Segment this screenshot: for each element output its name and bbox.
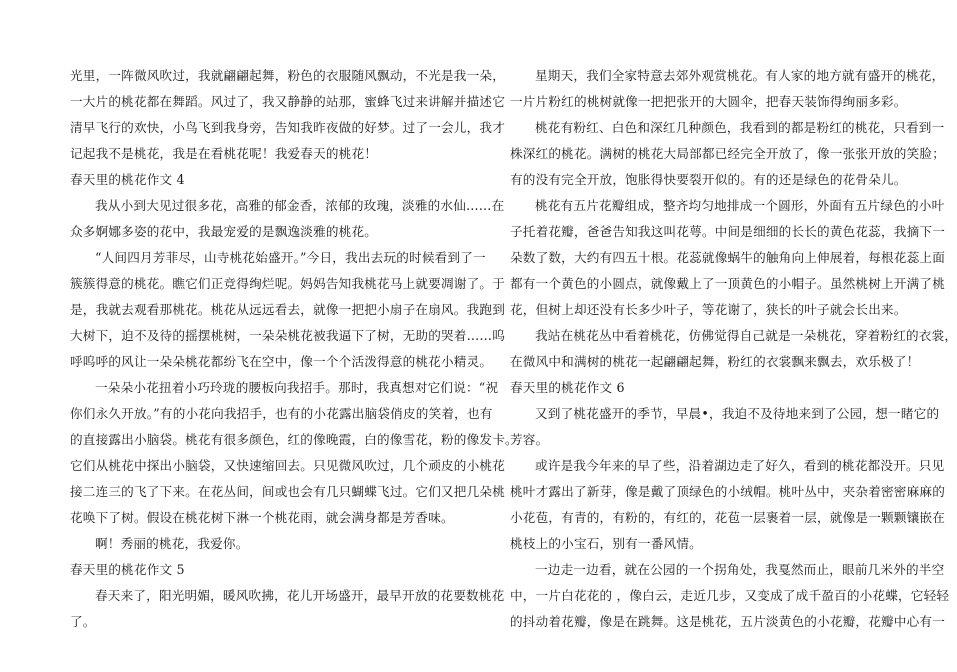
right-text-line: 桃花有五片花瓣组成，整齐均匀地排成一个圆形，外面有五片绿色的小叶	[535, 198, 945, 213]
section-heading: 春天里的桃花作文 6	[510, 380, 625, 395]
left-text-line: 我从小到大见过很多花，高雅的郁金香，浓郁的玫瑰，淡雅的水仙……在	[95, 198, 505, 213]
right-text-line: 花，但树上却还没有长多少叶子，等花谢了，狭长的叶子就会长出来。	[510, 302, 907, 317]
right-text-line: 子托着花瓣，爸爸告知我这叫花萼。中间是细细的长长的黄色花蕊，我摘下一	[510, 224, 945, 239]
right-text-line: 芳容。	[510, 432, 549, 447]
left-text-line: 大树下，迫不及待的摇摆桃树，一朵朵桃花被我逼下了树，无助的哭着……呜	[70, 328, 505, 343]
left-text-line: 一大片的桃花都在舞蹈。风过了，我又静静的站那，蜜蜂飞过来讲解并描述它	[70, 94, 505, 109]
left-text-line: 了。	[70, 614, 96, 629]
left-text-line: 清早飞行的欢快，小鸟飞到我身旁，告知我昨夜做的好梦。过了一会儿，我才	[70, 120, 505, 135]
left-text-line: 簇簇得意的桃花。瞧它们正竞得绚烂呢。妈妈告知我桃花马上就要凋谢了。于	[70, 276, 505, 291]
left-text-line: 记起我不是桃花，我是在看桃花呢！我爱春天的桃花！	[70, 146, 378, 161]
right-text-line: 株深红的桃花。满树的桃花大局部都已经完全开放了，像一张张开放的笑脸；	[510, 146, 945, 161]
left-text-line: 它们从桃花中探出小脑袋，又快速缩回去。只见微风吹过，几个顽皮的小桃花	[70, 458, 505, 473]
right-text-line: 在微风中和满树的桃花一起翩翩起舞，粉红的衣裳飘来飘去，欢乐极了！	[510, 354, 920, 369]
left-text-line: 一朵朵小花扭着小巧玲珑的腰板向我招手。那时，我真想对它们说：“祝	[95, 380, 499, 395]
left-text-line: 你们永久开放。”有的小花向我招手，也有的小花露出脑袋俏皮的笑着，也有	[70, 406, 493, 421]
left-text-line: 啊！秀丽的桃花，我爱你。	[95, 536, 249, 551]
right-column	[510, 63, 957, 635]
right-text-line: 一片片粉红的桃树就像一把把张开的大圆伞，把春天装饰得绚丽多彩。	[510, 94, 907, 109]
left-text-line: “人间四月芳菲尽，山寺桃花始盛开。”今日，我出去玩的时候看到了一	[95, 250, 486, 265]
right-text-line: 中，一片白花花的 ，像白云，走近几步，又变成了成千盈百的小花蝶，它轻轻	[510, 588, 950, 603]
right-text-line: 一边走一边看，就在公园的一个拐角处，我戛然而止，眼前几米外的半空	[535, 562, 945, 577]
right-text-line: 小花苞，有青的，有粉的，有红的，花苞一层裹着一层，就像是一颗颗镶嵌在	[510, 510, 945, 525]
section-heading: 春天里的桃花作文 4	[70, 172, 185, 187]
right-text-line: 或许是我今年来的早了些，沿着湖边走了好久，看到的桃花都没开。只见	[535, 458, 945, 473]
right-text-line: 又到了桃花盛开的季节，早晨•，我迫不及待地来到了公园，想一睹它的	[535, 406, 940, 421]
left-text-line: 光里，一阵微风吹过，我就翩翩起舞，粉色的衣服随风飘动，不光是我一朵，	[70, 68, 505, 83]
right-text-line: 星期天，我们全家特意去郊外观赏桃花。有人家的地方就有盛开的桃花，	[535, 68, 945, 83]
right-text-line: 桃枝上的小宝石，别有一番风情。	[510, 536, 702, 551]
right-text-line: 桃花有粉红、白色和深红几种颜色，我看到的都是粉红的桃花，只看到一	[535, 120, 945, 135]
left-text-line: 春天来了，阳光明媚，暖风吹拂，花儿开场盛开，最早开放的花要数桃花	[95, 588, 505, 603]
left-text-line: 花唤下了树。假设在桃花树下淋一个桃花雨，就会满身都是芳香味。	[70, 510, 454, 525]
left-text-line: 呼呜呼的风让一朵朵桃花都纷飞在空中，像一个个活泼得意的桃花小精灵。	[70, 354, 493, 369]
left-text-line: 众多婀娜多姿的花中，我最宠爱的是飘逸淡雅的桃花。	[70, 224, 378, 239]
right-text-line: 桃叶才露出了新芽，像是戴了顶绿色的小绒帽。桃叶丛中，夹杂着密密麻麻的	[510, 484, 945, 499]
right-text-line: 的抖动着花瓣，像是在跳舞。这是桃花，五片淡黄色的小花瓣，花瓣中心有一	[510, 614, 945, 629]
right-text-line: 都有一个黄色的小圆点，就像戴上了一顶黄色的小帽子。虽然桃树上开满了桃	[510, 276, 945, 291]
left-text-line: 接二连三的飞了下来。在花丛间，间或也会有几只蝴蝶飞过。它们又把几朵桃	[70, 484, 505, 499]
left-text-line: 是，我就去观看那桃花。桃花从远远看去，就像一把把小扇子在扇风。我跑到	[70, 302, 505, 317]
left-column	[70, 63, 518, 635]
section-heading: 春天里的桃花作文 5	[70, 562, 185, 577]
left-text-line: 的直接露出小脑袋。桃花有很多颜色，红的像晚霞，白的像雪花，粉的像发卡。	[70, 432, 518, 447]
right-text-line: 有的没有完全开放，饱胀得快要裂开似的。有的还是绿色的花骨朵儿。	[510, 172, 907, 187]
right-text-line: 朵数了数，大约有四五十根。花蕊就像蜗牛的触角向上伸展着，每根花蕊上面	[510, 250, 945, 265]
right-text-line: 我站在桃花丛中看着桃花，仿佛觉得自己就是一朵桃花，穿着粉红的衣裳，	[535, 328, 957, 343]
